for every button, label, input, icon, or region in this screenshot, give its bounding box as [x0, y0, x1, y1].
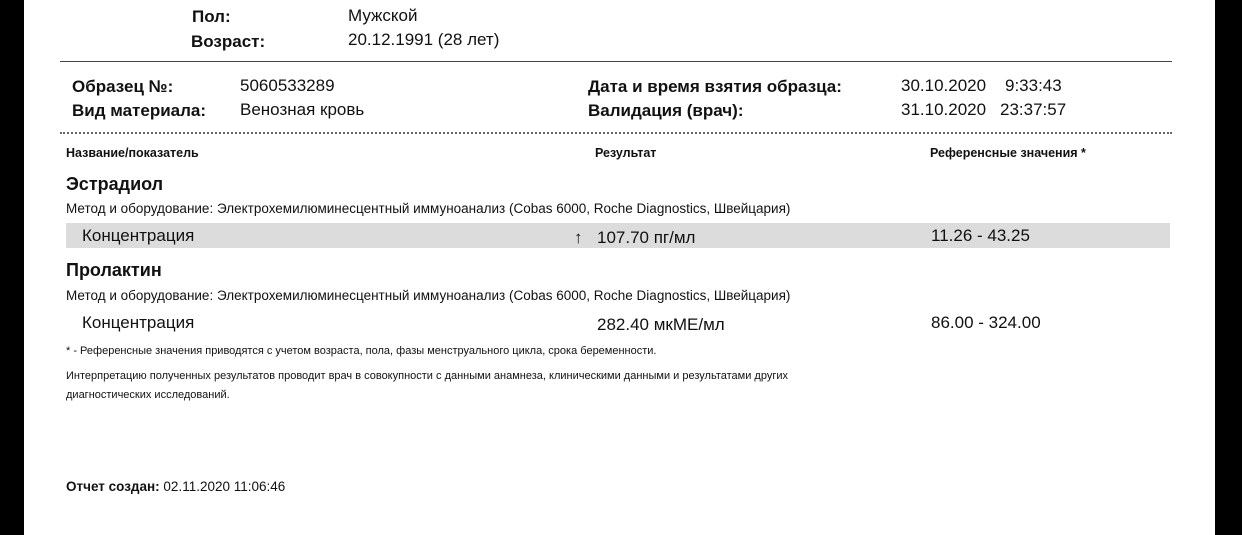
age-value: 20.12.1991 (28 лет)	[348, 30, 500, 49]
up-arrow-icon: ↑	[574, 228, 583, 247]
result-value: 282.40 мкМЕ/мл	[597, 315, 725, 334]
sample-taken-date: 30.10.2020	[901, 76, 987, 95]
interpretation-note-line2: диагностических исследований.	[66, 389, 230, 401]
col-reference-header: Референсные значения *	[930, 146, 1086, 160]
validation-label: Валидация (врач):	[588, 101, 744, 120]
material-value: Венозная кровь	[240, 100, 365, 119]
sample-number-value: 5060533289	[240, 76, 335, 95]
material-label: Вид материала:	[72, 101, 207, 120]
reference-value: 11.26 - 43.25	[931, 226, 1030, 245]
report-created	[66, 479, 285, 494]
age-label: Возраст:	[191, 32, 266, 51]
interpretation-note-line1: Интерпретацию полученных результатов проводит врач в совокупности с данными анамнеза, клиническими данными и результатами других	[66, 370, 788, 382]
report-page	[24, 0, 1215, 535]
method-text: Метод и оборудование: Электрохемилюминесцентный иммуноанализ (Cobas 6000, Roche Diagnostics, Швейцария)	[66, 288, 791, 303]
param-name: Концентрация	[82, 226, 195, 245]
sample-number-label: Образец №:	[72, 77, 174, 96]
validation-time: 23:37:57	[1000, 100, 1067, 119]
validation-date: 31.10.2020	[901, 100, 987, 119]
reference-footnote: * - Референсные значения приводятся с учетом возраста, пола, фазы менструального цикла, срока беременности.	[66, 345, 657, 357]
header-divider	[60, 61, 1172, 62]
dotted-divider	[60, 132, 1172, 134]
reference-value: 86.00 - 324.00	[931, 313, 1041, 332]
test-title: Пролактин	[66, 260, 162, 280]
sample-taken-label: Дата и время взятия образца:	[588, 77, 842, 96]
result-value: 107.70 пг/мл	[597, 228, 696, 247]
param-name: Концентрация	[82, 313, 195, 332]
col-result-header: Результат	[595, 146, 657, 160]
sex-label: Пол:	[192, 7, 231, 26]
sample-taken-time: 9:33:43	[1005, 76, 1062, 95]
sex-value: Мужской	[348, 6, 418, 25]
method-text: Метод и оборудование: Электрохемилюминесцентный иммуноанализ (Cobas 6000, Roche Diagnostics, Швейцария)	[66, 201, 791, 216]
test-title: Эстрадиол	[66, 174, 164, 194]
report-created-value: 02.11.2020 11:06:46	[163, 479, 286, 494]
col-name-header: Название/показатель	[66, 146, 199, 160]
report-created-label: Отчет создан:	[66, 479, 160, 494]
